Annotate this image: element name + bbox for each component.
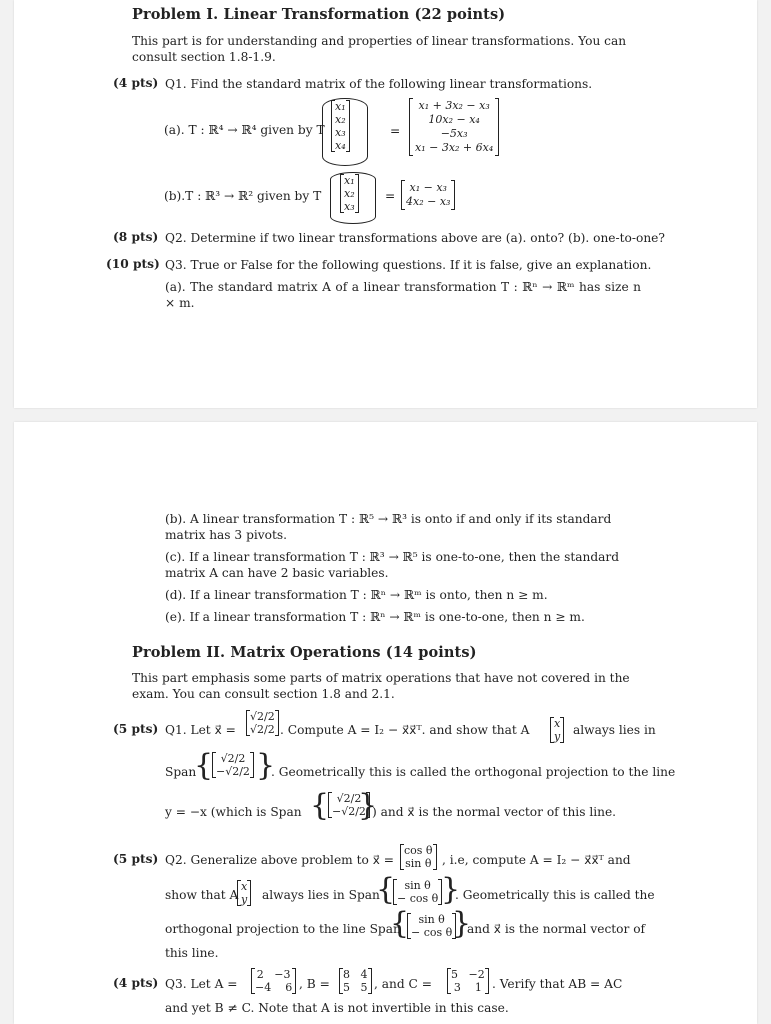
p2-q1-lead: Q1. Let x⃗ = xyxy=(165,723,236,737)
p2-q2-vector-x: cos θ sin θ xyxy=(400,844,437,870)
p1-q1-text: Q1. Find the standard matrix of the following linear transformations. xyxy=(165,77,593,91)
equals-sign: = xyxy=(390,124,401,138)
p2-q2-line2c: . Geometrically this is called the xyxy=(455,888,655,902)
problem1-intro: This part is for understanding and properties of linear transformations. You can consult section 1.8-1.9. xyxy=(132,34,627,64)
p2-q1-xy-vector: x y xyxy=(550,717,564,743)
p1-q3a-text: (a). The standard matrix A of a linear transformation T : ℝⁿ → ℝᵐ has size n × m. xyxy=(165,280,641,310)
p2-q3-b-label: , B = xyxy=(299,977,330,991)
p2-q2-mid: , i.e, compute A = I₂ − x⃗x⃗ᵀ and xyxy=(442,853,631,867)
p2-q3-points: (4 pts) xyxy=(113,976,159,990)
page-1 xyxy=(14,0,757,408)
right-brace: } xyxy=(452,906,472,941)
p1-q3c-text: (c). If a linear transformation T : ℝ³ → ℝ⁵ is one-to-one, then the standard matrix A can have 2 basic variables. xyxy=(165,550,620,580)
p2-q2-line2b: always lies in Span xyxy=(262,888,380,902)
equals-sign: = xyxy=(385,189,396,203)
left-brace: { xyxy=(194,748,214,783)
p1-q1b-output-vector: x₁ − x₃ 4x₂ − x₃ xyxy=(401,180,455,210)
p2-q2-line2a: show that A xyxy=(165,888,239,902)
p1-q1a-input-vector: x₁ x₂ x₃ x₄ xyxy=(331,100,350,152)
p2-q2-span-vector: sin θ − cos θ xyxy=(393,879,442,905)
matrix-B: 8 4 5 5 xyxy=(339,968,372,994)
p2-q1-line3a: y = −x (which is Span xyxy=(165,805,302,819)
p1-q2-text: Q2. Determine if two linear transformations above are (a). onto? (b). one-to-one? xyxy=(165,231,665,245)
p1-q3d-text: (d). If a linear transformation T : ℝⁿ → ℝᵐ is onto, then n ≥ m. xyxy=(165,588,548,602)
right-brace: } xyxy=(358,788,378,823)
p1-q1a-output-vector: x₁ + 3x₂ − x₃ 10x₂ − x₄ −5x₃ x₁ − 3x₂ + 6x₄ xyxy=(409,98,499,156)
p1-q3-text: Q3. True or False for the following questions. If it is false, give an explanation. xyxy=(165,258,652,272)
p2-q2-points: (5 pts) xyxy=(113,852,159,866)
p2-q2-line3b: and x⃗ is the normal vector of xyxy=(467,922,646,936)
problem2-title: Problem II. Matrix Operations (14 points) xyxy=(132,644,477,661)
p2-q1-span-vector: √2/2 −√2/2 xyxy=(212,752,254,778)
p1-q1-points: (4 pts) xyxy=(113,76,159,90)
p1-q3e-text: (e). If a linear transformation T : ℝⁿ → ℝᵐ is one-to-one, then n ≥ m. xyxy=(165,610,585,624)
p2-q1-line3b: ) and x⃗ is the normal vector of this line. xyxy=(372,805,617,819)
p2-q1-line-vector: √2/2 −√2/2 xyxy=(328,792,370,818)
matrix-A: 2 −3 −4 6 xyxy=(251,968,296,994)
p1-q3b-text: (b). A linear transformation T : ℝ⁵ → ℝ³ is onto if and only if its standard matrix has 3 pivots. xyxy=(165,512,612,542)
p2-q3-lead: Q3. Let A = xyxy=(165,977,238,991)
right-brace: } xyxy=(441,872,461,907)
p2-q2-lead: Q2. Generalize above problem to x⃗ = xyxy=(165,853,394,867)
p1-q1a-label: (a). T : ℝ⁴ → ℝ⁴ given by T xyxy=(164,123,325,137)
problem2-intro: This part emphasis some parts of matrix operations that have not covered in the exam. You can consult section 1.8 and 2.1. xyxy=(132,671,630,701)
p2-q1-line2: . Geometrically this is called the orthogonal projection to the line xyxy=(271,765,676,779)
p1-q1b-input-vector: x₁ x₂ x₃ xyxy=(340,174,359,213)
p1-q3-points: (10 pts) xyxy=(106,257,160,271)
matrix-C: 5 −2 3 1 xyxy=(447,968,489,994)
p2-q2-line3a: orthogonal projection to the line Span xyxy=(165,922,401,936)
p2-q3-line2: and yet B ≠ C. Note that A is not invertible in this case. xyxy=(165,1001,509,1015)
problem1-title: Problem I. Linear Transformation (22 points) xyxy=(132,6,506,23)
p2-q3-tail: . Verify that AB = AC xyxy=(492,977,623,991)
left-brace: { xyxy=(310,788,330,823)
p2-q1-span-label: Span xyxy=(165,765,197,779)
p2-q1-mid: . Compute A = I₂ − x⃗x⃗ᵀ. and show that A xyxy=(280,723,530,737)
p2-q1-points: (5 pts) xyxy=(113,722,159,736)
p1-q2-points: (8 pts) xyxy=(113,230,159,244)
left-brace: { xyxy=(390,906,410,941)
p2-q1-vector-x: √2/2 √2/2 xyxy=(246,710,279,736)
p2-q2-xy-vector: x y xyxy=(237,880,251,906)
p2-q2-line-vector: sin θ − cos θ xyxy=(407,913,456,939)
page-2 xyxy=(14,422,757,1024)
p1-q1b-label: (b).T : ℝ³ → ℝ² given by T xyxy=(164,189,322,203)
p2-q3-c-label: , and C = xyxy=(374,977,432,991)
p2-q2-line4: this line. xyxy=(165,946,219,960)
p2-q1-tail: always lies in xyxy=(573,723,656,737)
left-brace: { xyxy=(376,872,396,907)
right-brace: } xyxy=(256,748,276,783)
